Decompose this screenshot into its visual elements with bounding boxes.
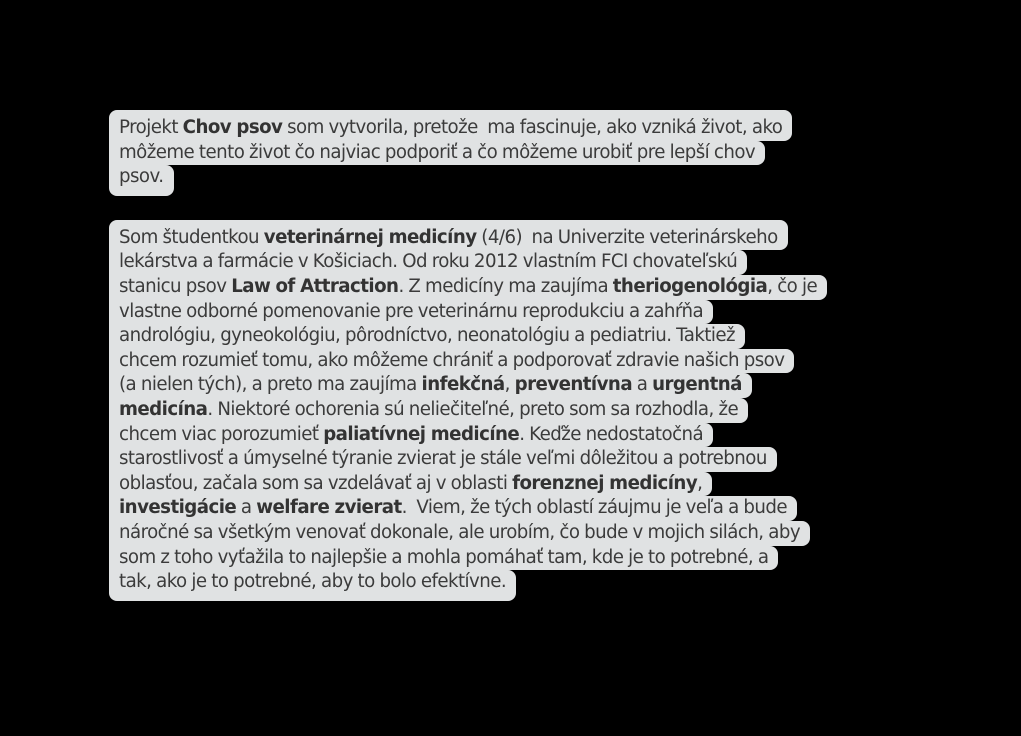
text-run: . Keďže nedostatočná [519, 423, 704, 445]
bold-text: Chov psov [182, 117, 283, 138]
text-run: a [632, 374, 653, 396]
bold-text: Law of Attraction [231, 275, 399, 297]
text-run: som vytvorila, pretože ma fascinuje, ako vzniká život, ako [282, 117, 783, 138]
text-run: Projekt [119, 117, 183, 138]
text-run: oblasťou, začala som sa vzdelávať aj v oblasti [119, 472, 513, 494]
text-line [109, 349, 794, 374]
bold-text: infekčná [421, 374, 505, 396]
text-run: (4/6) na Univerzite veterinárskeho [476, 226, 778, 248]
text-line [109, 275, 827, 300]
text-run: (a nielen tých), a preto ma zaujíma [119, 374, 422, 396]
text-run: lekárstva a farmácie v Košiciach. Od roku 2012 vlastním FCI chovateľskú [119, 251, 738, 273]
text-line [109, 472, 712, 497]
text-line [109, 570, 516, 601]
text-line [109, 447, 777, 472]
text-run: vlastne odborné pomenovanie pre veterinárnu reprodukciu a zahŕňa [119, 300, 704, 322]
bold-text: veterinárnej medicíny [263, 226, 477, 248]
text-run: , čo je [767, 275, 818, 297]
bold-text: welfare zvierat [256, 497, 402, 519]
text-line [109, 324, 745, 349]
paragraph-gap [109, 196, 929, 220]
text-run: , [697, 472, 703, 494]
bold-text: paliatívnej medicíne [323, 423, 520, 445]
text-run: andrológiu, gyneokológiu, pôrodníctvo, neonatológiu a pediatriu. Taktiež [119, 325, 736, 347]
text-line [109, 373, 752, 398]
text-run: . Z medicíny ma zaujíma [398, 275, 613, 297]
text-line [109, 110, 792, 141]
text-run: Som študentkou [119, 226, 264, 248]
text-line [109, 250, 747, 275]
text-run: chcem rozumieť tomu, ako môžeme chrániť a podporovať zdravie našich psov [119, 349, 785, 371]
text-line [109, 165, 174, 196]
text-line [109, 398, 748, 423]
text-run: chcem viac porozumieť [119, 423, 324, 445]
text-run: starostlivosť a úmyselné týranie zvierat je stále veľmi dôležitou a potrebnou [119, 448, 767, 470]
text-line [109, 220, 788, 251]
bold-text: medicína [119, 398, 208, 420]
text-line [109, 521, 810, 546]
text-run: , [504, 374, 515, 396]
text-run: náročné sa všetkým venovať dokonale, ale urobím, čo bude v mojich silách, aby [119, 521, 801, 543]
text-line [109, 423, 713, 448]
text-run: a [236, 497, 257, 519]
text-line [109, 141, 765, 166]
bold-text: theriogenológia [612, 275, 768, 297]
text-run: tak, ako je to potrebné, aby to bolo efektívne. [119, 571, 507, 593]
text-run: som z toho vyťažila to najlepšie a mohla pomáhať tam, kde je to potrebné, a [119, 546, 769, 568]
bold-text: urgentná [652, 374, 742, 396]
paragraph-2 [109, 220, 929, 601]
text-line [109, 300, 713, 325]
text-line [109, 546, 778, 571]
text-run: stanicu psov [119, 275, 232, 297]
bold-text: investigácie [119, 497, 237, 519]
bold-text: preventívna [514, 374, 633, 396]
text-run: . Niektoré ochorenia sú neliečiteľné, preto som sa rozhodla, že [207, 398, 739, 420]
text-line [109, 496, 797, 521]
paragraph-1 [109, 110, 929, 196]
bold-text: forenznej medicíny [512, 472, 698, 494]
text-run: psov. [119, 166, 164, 188]
text-document [109, 110, 929, 601]
text-run: . Viem, že tých oblastí záujmu je veľa a bude [401, 497, 788, 519]
text-run: môžeme tento život čo najviac podporiť a čo môžeme urobiť pre lepší chov [119, 141, 756, 163]
